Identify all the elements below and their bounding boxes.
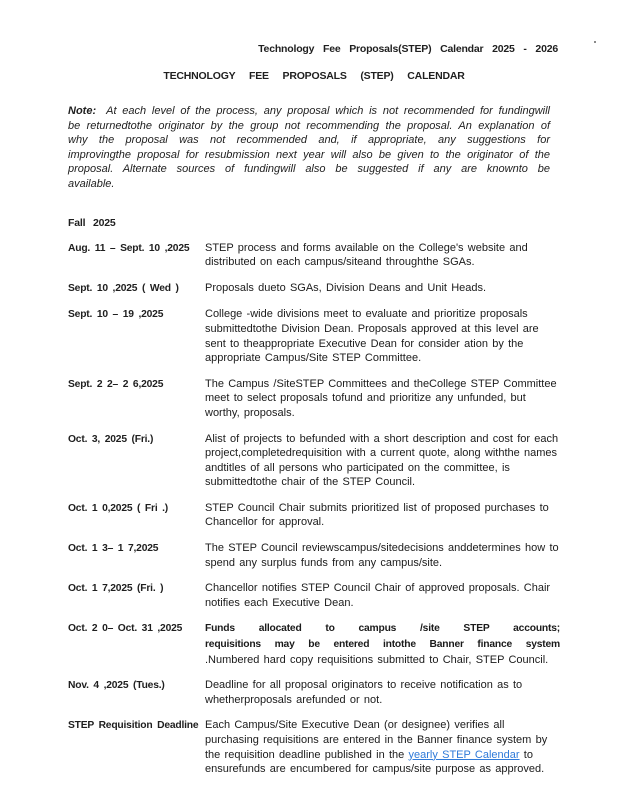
entry-date: Oct. 1 3– 1 7,2025 — [68, 543, 159, 555]
entry-description: Deadline for all proposal originators to receive notification as to whetherproposals arefunded or not. — [205, 679, 523, 706]
entry-description — [205, 718, 560, 776]
entry-date: Oct. 1 0,2025 ( Fri .) — [68, 502, 169, 514]
entry-date: STEP Requisition Deadline — [68, 720, 199, 732]
entry-description: Proposals dueto SGAs, Division Deans and Unit Heads. — [205, 281, 487, 294]
calendar-row — [68, 678, 560, 707]
scan-artifact-dot — [594, 41, 596, 43]
entry-description — [205, 621, 560, 667]
note-paragraph — [68, 104, 550, 192]
entry-date: Sept. 10 ,2025 ( Wed ) — [68, 282, 179, 294]
entry-description: STEP process and forms available on the College's website and distributed on each campus/siteand throughthe SGAs. — [205, 241, 528, 269]
entry-date: Oct. 1 7,2025 (Fri. ) — [68, 583, 164, 595]
entry-description: STEP Council Chair submits prioritized list of proposed purchases to Chancellor for approval. — [205, 501, 549, 529]
calendar-row — [68, 281, 560, 297]
entry-description-before-link: Each Campus/Site Executive Dean (or designee) verifies all purchasing requisitions are entered in the Banner finance system by the requisition deadline published in the — [205, 719, 548, 761]
calendar-row — [68, 377, 560, 421]
yearly-step-calendar-link[interactable]: yearly STEP Calendar — [408, 748, 520, 761]
calendar-row — [68, 718, 560, 776]
entry-date: Oct. 2 0– Oct. 31 ,2025 — [68, 623, 183, 635]
entry-description: Alist of projects to befunded with a short description and cost for each project,completedrequisition with a current quote, along withthe names andtitles of all persons who participated on the committee, is submittedtothe chair of the STEP Council. — [205, 432, 559, 489]
note-label: Note: — [68, 105, 97, 117]
entry-description: Chancellor notifies STEP Council Chair of approved proposals. Chair notifies each Executive Dean. — [205, 582, 551, 609]
entry-description-regular-part: .Numbered hard copy requisitions submitted to Chair, STEP Council. — [205, 653, 549, 666]
calendar-row — [68, 501, 560, 530]
page-title: TECHNOLOGY FEE PROPOSALS (STEP) CALENDAR — [163, 70, 465, 82]
entry-description: The STEP Council reviewscampus/sitedecisions anddetermines how to spend any surplus funds from any campus/site. — [205, 542, 559, 569]
calendar-row — [68, 241, 560, 270]
entry-description-condensed-part: Funds allocated to campus /site STEP accounts; requisitions may be entered intothe Banner finance system — [205, 623, 560, 651]
entry-date: Sept. 10 – 19 ,2025 — [68, 309, 164, 321]
document-header-line: Technology Fee Proposals(STEP) Calendar 2025 - 2026 — [258, 43, 558, 55]
calendar-row — [68, 432, 560, 490]
entry-date: Nov. 4 ,2025 (Tues.) — [68, 680, 165, 692]
entry-date: Sept. 2 2– 2 6,2025 — [68, 378, 164, 390]
entry-description: The Campus /SiteSTEP Committees and theCollege STEP Committee meet to select proposals tofund and prioritize any unfunded, but worthy, proposals. — [205, 377, 557, 419]
calendar-row — [68, 621, 560, 667]
calendar-row — [68, 581, 560, 610]
entry-date: Aug. 11 – Sept. 10 ,2025 — [68, 242, 190, 254]
calendar-row — [68, 307, 560, 365]
note-text: At each level of the process, any proposal which is not recommended for fundingwill be returnedtothe originator by the group not recommending the proposal. An explanation of why the proposal was not recommended and, if appropriate, any suggestions for improvingthe proposal for resubmission next year will also be given to the originator of the proposal. Alternate sources of fundingwill also be suggested if any are knownto be available. — [68, 105, 550, 190]
entry-description: College -wide divisions meet to evaluate and prioritize proposals submittedtothe Division Dean. Proposals approved at this level are sent to theappropriate Executive Dean for consider ation by the appropriate Campus/Site STEP Committee. — [205, 308, 539, 365]
calendar-row — [68, 541, 560, 570]
entry-description-after-link: to ensurefunds are encumbered for campus/site purpose as approved. — [205, 748, 545, 776]
entry-date: Oct. 3, 2025 (Fri.) — [68, 433, 154, 445]
calendar-entries — [68, 241, 560, 777]
section-heading-fall-2025: Fall 2025 — [68, 216, 116, 229]
